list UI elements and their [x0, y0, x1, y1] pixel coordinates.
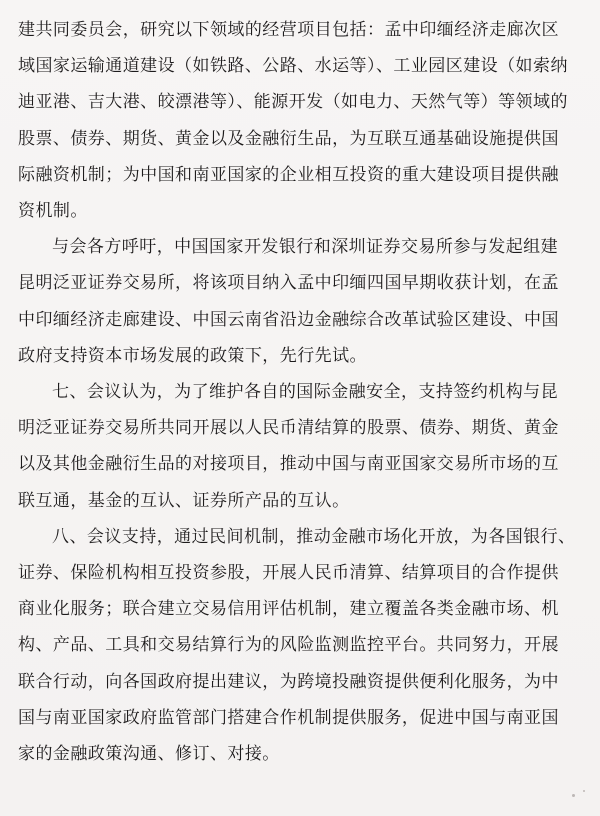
text-line: 域国家运输通道建设（如铁路、公路、水运等）、工业园区建设（如索纳: [18, 56, 568, 77]
text-line: 资机制。: [18, 201, 88, 222]
text-line: 建共同委员会，研究以下领域的经营项目包括：孟中印缅经济走廊次区: [18, 20, 559, 40]
document-body: [18, 12, 584, 772]
text-line: 八、会议支持，通过民间机制，推动金融市场化开放，为各国银行、: [52, 526, 576, 547]
text-line: 商业化服务；联合建立交易信用评估机制，建立覆盖各类金融市场、机: [18, 599, 559, 620]
text-line: 以及其他金融衍生品的对接项目，推动中国与南亚国家交易所市场的互: [18, 454, 559, 475]
text-line: 明泛亚证券交易所共同开展以人民币清结算的股票、债券、期货、黄金: [18, 418, 559, 439]
paragraph-2: [18, 229, 584, 374]
text-line: 迪亚港、吉大港、皎漂港等）、能源开发（如电力、天然气等）等领域的: [18, 92, 568, 113]
paragraph-3: [18, 374, 584, 519]
text-line: 七、会议认为，为了维护各自的国际金融安全，支持签约机构与昆: [52, 382, 559, 403]
text-line: 与会各方呼吁，中国国家开发银行和深圳证券交易所参与发起组建: [52, 237, 559, 258]
text-line: 联合行动，向各国政府提出建议，为跨境投融资提供便利化服务，为中: [18, 671, 559, 692]
text-line: 证券、保险机构相互投资参股，开展人民币清算、结算项目的合作提供: [18, 563, 559, 584]
text-line: 政府支持资本市场发展的政策下，先行先试。: [18, 345, 367, 366]
text-line: 国与南亚国家政府监管部门搭建合作机制提供服务，促进中国与南亚国: [18, 707, 559, 728]
scan-speck: [583, 790, 585, 792]
text-line: 股票、债券、期货、黄金以及金融衍生品，为互联互通基础设施提供国: [18, 128, 559, 149]
scan-speck: [572, 794, 575, 797]
text-line: 家的金融政策沟通、修订、对接。: [18, 744, 280, 765]
text-line: 构、产品、工具和交易结算行为的风险监测监控平台。共同努力，开展: [18, 635, 559, 656]
text-line: 联互通，基金的互认、证券所产品的互认。: [18, 490, 350, 511]
text-line: 中印缅经济走廊建设、中国云南省沿边金融综合改革试验区建设、中国: [18, 309, 559, 330]
text-line: 际融资机制；为中国和南亚国家的企业相互投资的重大建设项目提供融: [18, 164, 559, 185]
paragraph-1: [18, 12, 584, 229]
paragraph-4: [18, 519, 584, 772]
text-line: 昆明泛亚证券交易所，将该项目纳入孟中印缅四国早期收获计划，在孟: [18, 273, 559, 294]
